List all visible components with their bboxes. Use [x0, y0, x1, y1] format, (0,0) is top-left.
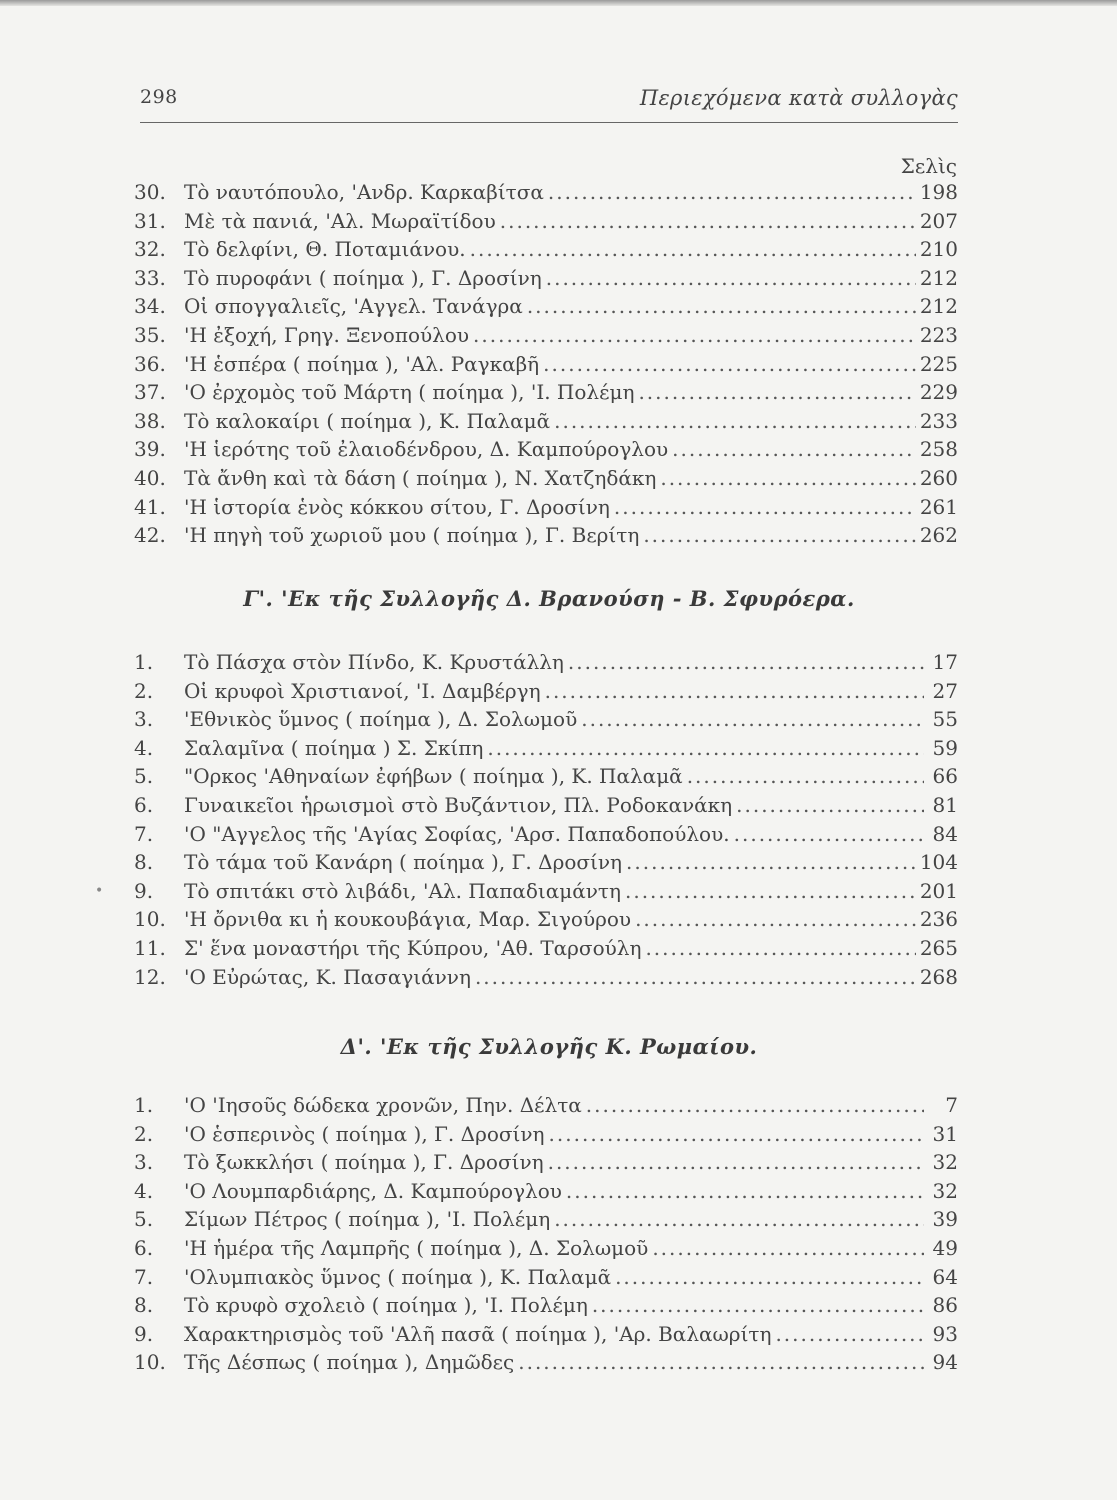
dot-leader — [638, 380, 915, 404]
entry-number: 35. — [134, 322, 166, 347]
entry-title: Τὸ κρυφὸ σχολειὸ ( ποίημα ), 'Ι. Πολέμη — [184, 1293, 588, 1318]
entry-number: 2. — [134, 1121, 154, 1146]
toc-entry — [134, 764, 958, 793]
entry-page: 260 — [919, 465, 958, 490]
toc-entry — [134, 1179, 958, 1208]
entry-title: Τῆς Δέσπως ( ποίημα ), Δημῶδες — [184, 1350, 515, 1375]
entry-title: 'Η ἑσπέρα ( ποίημα ), 'Αλ. Ραγκαβῆ — [184, 351, 540, 376]
entry-page: 32 — [932, 1150, 958, 1175]
dot-leader — [487, 736, 924, 760]
entry-title: 'Η ἱστορία ἑνὸς κόκκου σίτου, Γ. Δροσίνη — [184, 494, 610, 519]
dot-leader — [672, 437, 916, 461]
entry-title: 'Η ἡμέρα τῆς Λαμπρῆς ( ποίημα ), Δ. Σολωμοῦ — [184, 1235, 649, 1260]
entry-page: 93 — [932, 1321, 958, 1346]
toc-entry — [134, 380, 958, 409]
entry-page: 84 — [932, 821, 958, 846]
dot-leader — [635, 907, 916, 931]
entry-number: 9. — [134, 1321, 154, 1346]
entry-page: 261 — [919, 494, 958, 519]
toc-entry — [134, 822, 958, 851]
toc-entry — [134, 323, 958, 352]
entry-number: 42. — [134, 523, 166, 548]
toc-entry — [134, 1093, 958, 1122]
entry-number: 5. — [134, 1207, 154, 1232]
entry-page: 31 — [932, 1121, 958, 1146]
entry-number: 4. — [134, 1178, 154, 1203]
entry-number: 1. — [134, 650, 154, 674]
entry-number: 30. — [134, 180, 166, 204]
entry-number: 11. — [134, 935, 166, 960]
entry-title: Σαλαμῖνα ( ποίημα ) Σ. Σκίπη — [184, 735, 484, 760]
entry-page: 59 — [932, 735, 958, 760]
dot-leader — [470, 237, 916, 261]
entry-page: 201 — [919, 878, 958, 903]
entry-title: Οἱ κρυφοὶ Χριστιανοί, 'Ι. Δαμβέργη — [184, 678, 541, 703]
entry-title: Τὸ Πάσχα στὸν Πίνδο, Κ. Κρυστάλλη — [184, 650, 564, 674]
entry-title: 'Εθνικὸς ὕμνος ( ποίημα ), Δ. Σολωμοῦ — [184, 707, 578, 732]
toc-list-section-b — [134, 180, 958, 552]
entry-page: 17 — [932, 650, 958, 674]
dot-leader — [527, 294, 916, 318]
entry-page: 229 — [919, 380, 958, 405]
entry-title: Οἱ σπογγαλιεῖς, 'Αγγελ. Τανάγρα — [184, 294, 523, 319]
entry-number: 10. — [134, 907, 166, 932]
dot-leader — [548, 180, 916, 204]
entry-title: Τὸ τάμα τοῦ Κανάρη ( ποίημα ), Γ. Δροσίνη — [184, 850, 623, 875]
dot-leader — [473, 323, 916, 347]
dot-leader — [500, 209, 916, 233]
toc-entry — [134, 679, 958, 708]
entry-number: 6. — [134, 1235, 154, 1260]
toc-entry — [134, 707, 958, 736]
entry-title: 'Ολυμπιακὸς ὕμνος ( ποίημα ), Κ. Παλαμᾶ — [184, 1264, 612, 1289]
entry-page: 236 — [919, 907, 958, 932]
entry-number: 3. — [134, 707, 154, 732]
page-header — [140, 86, 958, 123]
toc-entry — [134, 437, 958, 466]
toc-entry — [134, 650, 958, 679]
entry-number: 36. — [134, 351, 166, 376]
entry-number: 4. — [134, 735, 154, 760]
entry-number: 34. — [134, 294, 166, 319]
entry-title: 'Ο 'Ιησοῦς δώδεκα χρονῶν, Πην. Δέλτα — [184, 1093, 582, 1117]
toc-entry — [134, 936, 958, 965]
toc-entry — [134, 294, 958, 323]
entry-title: Τὸ ξωκκλήσι ( ποίημα ), Γ. Δροσίνη — [184, 1150, 544, 1175]
entry-number: 1. — [134, 1093, 154, 1117]
entry-number: 41. — [134, 494, 166, 519]
dot-leader — [581, 707, 924, 731]
entry-title: Τὰ ἄνθη καὶ τὰ δάση ( ποίημα ), Ν. Χατζηδάκη — [184, 465, 657, 490]
dot-leader — [549, 1122, 924, 1146]
entry-page: 258 — [919, 437, 958, 462]
dot-leader — [687, 764, 924, 788]
toc-entry — [134, 409, 958, 438]
entry-page: 262 — [919, 523, 958, 548]
entry-page: 268 — [919, 964, 958, 989]
entry-number: 37. — [134, 380, 166, 405]
entry-page: 104 — [919, 850, 958, 875]
toc-entry — [134, 237, 958, 266]
toc-entry — [134, 1207, 958, 1236]
toc-entry — [134, 1265, 958, 1294]
entry-title: 'Ο ἑσπερινὸς ( ποίημα ), Γ. Δροσίνη — [184, 1121, 545, 1146]
entry-title: 'Ο Εὐρώτας, Κ. Πασαγιάννη — [184, 964, 471, 989]
entry-number: 40. — [134, 465, 166, 490]
dot-leader — [586, 1093, 924, 1117]
section-d-heading: Δ'. 'Εκ τῆς Συλλογῆς Κ. Ρωμαίου. — [340, 1034, 758, 1059]
toc-entry — [134, 523, 958, 552]
dot-leader — [554, 1207, 924, 1231]
toc-entry — [134, 1236, 958, 1265]
entry-number: 12. — [134, 964, 166, 989]
entry-number: 6. — [134, 792, 154, 817]
dot-leader — [566, 1179, 924, 1203]
dot-leader — [545, 679, 924, 703]
toc-entry — [134, 266, 958, 295]
entry-page: 94 — [932, 1350, 958, 1375]
toc-entry — [134, 736, 958, 765]
entry-page: 198 — [919, 180, 958, 204]
entry-title: 'Ο ἐρχομὸς τοῦ Μάρτη ( ποίημα ), 'Ι. Πολέμη — [184, 380, 635, 405]
entry-number: 9. — [134, 878, 154, 903]
dot-leader — [592, 1293, 924, 1317]
dot-leader — [543, 352, 916, 376]
toc-entry — [134, 1122, 958, 1151]
entry-number: 5. — [134, 764, 154, 789]
dot-leader — [518, 1350, 924, 1374]
toc-entry — [134, 1350, 958, 1379]
toc-list-section-c — [134, 650, 958, 993]
entry-page: 64 — [932, 1264, 958, 1289]
entry-number: 33. — [134, 265, 166, 290]
entry-title: Σίμων Πέτρος ( ποίημα ), 'Ι. Πολέμη — [184, 1207, 551, 1232]
dot-leader — [554, 409, 916, 433]
toc-entry — [134, 180, 958, 209]
section-c-heading: Γ'. 'Εκ τῆς Συλλογῆς Δ. Βρανούση - Β. Σφυρόερα. — [243, 586, 855, 611]
entry-number: 32. — [134, 237, 166, 262]
entry-number: 7. — [134, 1264, 154, 1289]
toc-entry — [134, 495, 958, 524]
entry-title: 'Η ἐξοχή, Γρηγ. Ξενοπούλου — [184, 322, 470, 347]
dot-leader — [736, 793, 924, 817]
entry-page: 39 — [932, 1207, 958, 1232]
toc-entry — [134, 907, 958, 936]
entry-number: 3. — [134, 1150, 154, 1175]
entry-title: 'Ο "Αγγελος τῆς 'Αγίας Σοφίας, 'Αρσ. Παπαδοπούλου. — [184, 821, 730, 846]
entry-title: Μὲ τὰ πανιά, 'Αλ. Μωραϊτίδου — [184, 208, 496, 233]
entry-title: Τὸ πυροφάνι ( ποίημα ), Γ. Δροσίνη — [184, 265, 542, 290]
entry-title: "Ορκος 'Αθηναίων ἐφήβων ( ποίημα ), Κ. Παλαμᾶ — [184, 764, 683, 789]
entry-title: Σ' ἕνα μοναστήρι τῆς Κύπρου, 'Αθ. Ταρσούλη — [184, 935, 642, 960]
scan-speck: • — [95, 883, 104, 899]
entry-title: 'Η ἱερότης τοῦ ἐλαιοδένδρου, Δ. Καμπούρογλου — [184, 437, 669, 462]
dot-leader — [643, 523, 915, 547]
toc-entry — [134, 466, 958, 495]
entry-number: 39. — [134, 437, 166, 462]
dot-leader — [546, 266, 916, 290]
toc-entry — [134, 1322, 958, 1351]
entry-title: 'Η πηγὴ τοῦ χωριοῦ μου ( ποίημα ), Γ. Βερίτη — [184, 523, 640, 548]
entry-page: 233 — [919, 408, 958, 433]
entry-page: 265 — [919, 935, 958, 960]
toc-entry — [134, 879, 958, 908]
entry-title: Τὸ ναυτόπουλο, 'Ανδρ. Καρκαβίτσα — [184, 180, 544, 204]
entry-page: 66 — [932, 764, 958, 789]
entry-number: 31. — [134, 208, 166, 233]
entry-title: Χαρακτηρισμὸς τοῦ 'Αλῆ πασᾶ ( ποίημα ), 'Αρ. Βαλαωρίτη — [184, 1321, 772, 1346]
entry-number: 2. — [134, 678, 154, 703]
entry-title: Τὸ καλοκαίρι ( ποίημα ), Κ. Παλαμᾶ — [184, 408, 551, 433]
dot-leader — [734, 822, 924, 846]
entry-number: 7. — [134, 821, 154, 846]
entry-number: 10. — [134, 1350, 166, 1375]
page-number: 298 — [140, 86, 178, 108]
entry-number: 8. — [134, 1293, 154, 1318]
entry-title: 'Η ὄρνιθα κι ἡ κουκουβάγια, Μαρ. Σιγούρου — [184, 907, 632, 932]
entry-title: Τὸ σπιτάκι στὸ λιβάδι, 'Αλ. Παπαδιαμάντη — [184, 878, 621, 903]
entry-page: 32 — [932, 1178, 958, 1203]
entry-page: 86 — [932, 1293, 958, 1318]
entry-page: 81 — [932, 792, 958, 817]
entry-page: 207 — [919, 208, 958, 233]
entry-page: 55 — [932, 707, 958, 732]
entry-title: Τὸ δελφίνι, Θ. Ποταμιάνου. — [184, 237, 466, 262]
page-column-label: Σελὶς — [900, 154, 957, 178]
toc-entry — [134, 209, 958, 238]
running-head: Περιεχόμενα κατὰ συλλογὰς — [639, 86, 958, 110]
toc-entry — [134, 1150, 958, 1179]
dot-leader — [625, 879, 916, 903]
entry-title: Γυναικεῖοι ἡρωισμοὶ στὸ Βυζάντιον, Πλ. Ροδοκανάκη — [184, 792, 733, 817]
dot-leader — [475, 965, 916, 989]
dot-leader — [652, 1236, 924, 1260]
toc-entry — [134, 850, 958, 879]
entry-page: 212 — [919, 265, 958, 290]
toc-entry — [134, 1293, 958, 1322]
dot-leader — [645, 936, 915, 960]
dot-leader — [568, 650, 924, 674]
dot-leader — [614, 495, 916, 519]
dot-leader — [615, 1265, 924, 1289]
entry-page: 27 — [932, 678, 958, 703]
dot-leader — [626, 850, 916, 874]
dot-leader — [775, 1322, 924, 1346]
scan-edge — [0, 0, 1117, 6]
entry-page: 223 — [919, 322, 958, 347]
toc-entry — [134, 793, 958, 822]
dot-leader — [660, 466, 915, 490]
entry-number: 8. — [134, 850, 154, 875]
toc-entry — [134, 965, 958, 994]
entry-page: 212 — [919, 294, 958, 319]
entry-page: 7 — [945, 1093, 958, 1117]
entry-page: 210 — [919, 237, 958, 262]
entry-title: 'Ο Λουμπαρδιάρης, Δ. Καμπούρογλου — [184, 1178, 562, 1203]
entry-page: 225 — [919, 351, 958, 376]
toc-entry — [134, 352, 958, 381]
entry-number: 38. — [134, 408, 166, 433]
entry-page: 49 — [932, 1235, 958, 1260]
toc-list-section-d — [134, 1093, 958, 1379]
dot-leader — [548, 1150, 924, 1174]
